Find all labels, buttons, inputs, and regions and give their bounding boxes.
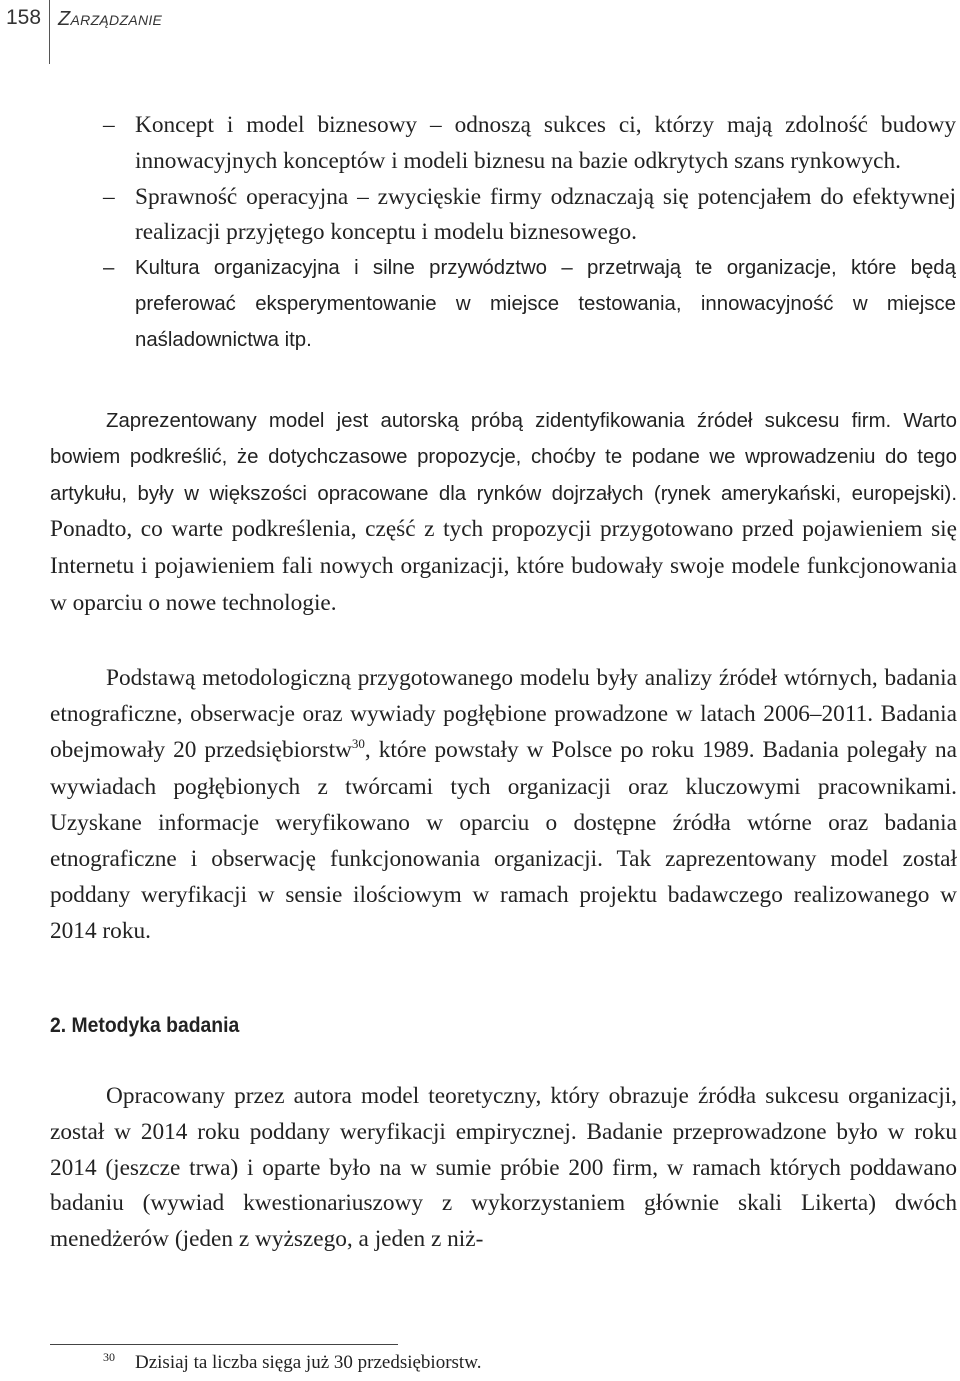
dash-bullet: –	[103, 112, 115, 138]
list-item	[0, 180, 956, 252]
list-item	[0, 108, 956, 180]
dash-bullet: –	[103, 257, 115, 280]
paragraph-text: Opracowany przez autora model teoretyczny, który obrazuje źródła sukcesu organizacji, został w 2014 roku poddany weryfikacji empirycznej. Badanie przeprowadzone było w roku 2014 (jeszcze trwa) i oparte było na w sumie próbie 200 firm, w ramach których poddawano badaniu (wywiad kwestionariuszowy z wykorzystaniem głównie skali Likerta) dwóch menedżerów (jeden z wyższego, a jeden z niż-	[50, 1083, 957, 1253]
list-item-text: Kultura organizacyjna i silne przywództwo – przetrwają te organizacje, które będą preferować eksperymentowanie w miejsce testowania, innowacyjność w miejsce naśladownictwa itp.	[135, 257, 956, 351]
paragraph-methodology	[50, 661, 957, 949]
paragraph-text-serif: Ponadto, co warte podkreślenia, część z tych propozycji przygotowano przed pojawieniem się Internetu i pojawieniem fali nowych organizacji, które budowały swoje modele funkcjonowania w oparciu o nowe technologie.	[50, 516, 957, 616]
running-title: Zarządzanie	[58, 8, 163, 30]
footnote	[103, 1352, 481, 1374]
paragraph-text: Podstawą metodologiczną przygotowanego modelu były analizy źródeł wtórnych, badania etnograficzne, obserwacje oraz wywiady pogłębione prowadzone w latach 2006–2011. Badania obejmowały 20 przedsiębiorstw	[50, 665, 957, 763]
footnote-text: Dzisiaj ta liczba sięga już 30 przedsiębiorstw.	[135, 1352, 482, 1373]
paragraph-model-summary	[50, 404, 957, 623]
list-item-text: Sprawność operacyjna – zwycięskie firmy odznaczają się potencjałem do efektywnej realizacji przyjętego konceptu i modelu biznesowego.	[135, 183, 956, 246]
page-header	[0, 0, 960, 40]
page-number: 158	[6, 6, 42, 29]
dash-bullet: –	[103, 183, 115, 210]
paragraph-research-method	[50, 1079, 957, 1258]
list-item-text: Koncept i model biznesowy – odnoszą sukces ci, którzy mają zdolność budowy innowacyjnych konceptów i modeli biznesu na bazie odkrytych szans rynkowych.	[135, 112, 956, 174]
bullet-list	[0, 108, 960, 359]
header-divider	[49, 0, 50, 64]
paragraph-text-sans: Zaprezentowany model jest autorską próbą zidentyfikowania źródeł sukcesu firm. Warto bowiem podkreślić, że dotychczasowe propozycje, choćby te podane we wprowadzeniu do tego artykułu, były w większości opracowane dla rynków dojrzałych (rynek amerykański, europejski).	[50, 410, 957, 505]
footnote-reference[interactable]: 30	[351, 735, 365, 751]
footnote-number: 30	[103, 1350, 115, 1364]
paragraph-text-continued: , które powstały w Polsce po roku 1989. Badania polegały na wywiadach pogłębionych z twórcami tych organizacji oraz kluczowymi pracownikami. Uzyskane informacje weryfikowano w oparciu o dostępne źródła wtórne oraz badania etnograficzne i obserwację funkcjonowania organizacji. Tak zaprezentowany model został poddany weryfikacji w sensie ilościowym w ramach projektu badawczego realizowanego w 2014 roku.	[50, 736, 957, 944]
list-item	[0, 251, 956, 358]
section-heading: 2. Metodyka badania	[50, 1013, 240, 1037]
footnote-divider	[50, 1344, 398, 1345]
